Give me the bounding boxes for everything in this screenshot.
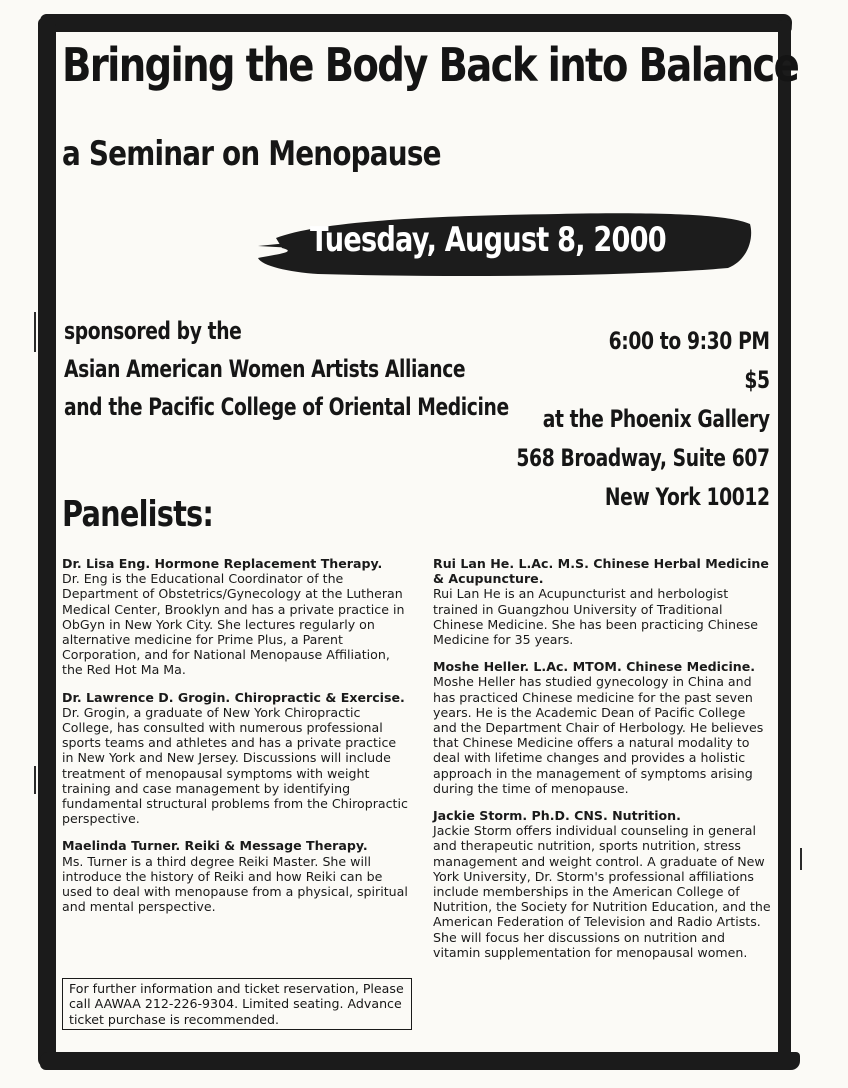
panelist-entry (62, 556, 408, 678)
event-address: 568 Broadway, Suite 607 (516, 444, 770, 472)
panelist-entry (433, 808, 773, 960)
panelist-bio: Dr. Grogin, a graduate of New York Chiropractic College, has consulted with numerous professional sports teams and athletes and has a private practice in New York and New Jersey. Discussions will include treatment of menopausal symptoms with weight training and case management by identifying fundamental structural problems from the Chiropractic perspective. (62, 704, 408, 827)
page-subtitle: a Seminar on Menopause (62, 134, 441, 174)
frame-scratch (34, 312, 36, 352)
panelist-heading: Rui Lan He. L.Ac. M.S. Chinese Herbal Medicine & Acupuncture. (433, 556, 769, 587)
panelist-bio: Moshe Heller has studied gynecology in China and has practiced Chinese medicine for the past seven years. He is the Academic Dean of Pacific College and the Department Chair of Herbology. He believes that Chinese Medicine offers a natural modality to deal with lifetime changes and provides a holistic approach in the management of symptoms arising during the time of menopause. (433, 674, 764, 796)
panelists-column-left (62, 556, 408, 926)
panelist-bio: Ms. Turner is a third degree Reiki Master. She will introduce the history of Reiki and how Reiki can be used to deal with menopause from a physical, spiritual and mental perspective. (62, 853, 408, 915)
ticket-info-box: For further information and ticket reservation, Please call AAWAA 212-226-9304. Limited seating. Advance ticket purchase is recommended. (62, 978, 412, 1030)
panelist-entry (62, 690, 408, 827)
panelist-heading: Maelinda Turner. Reiki & Message Therapy. (62, 838, 368, 854)
panelist-heading: Moshe Heller. L.Ac. MTOM. Chinese Medicine. (433, 659, 756, 675)
event-city: New York 10012 (605, 483, 770, 511)
frame-bottom-stroke (40, 1052, 800, 1070)
frame-scratch (34, 766, 36, 794)
panelist-entry (433, 556, 773, 647)
panelists-column-right (433, 556, 773, 972)
date-banner (258, 208, 754, 280)
panelist-heading: Jackie Storm. Ph.D. CNS. Nutrition. (433, 808, 681, 824)
frame-top-stroke (40, 14, 793, 32)
sponsor-line: Asian American Women Artists Alliance (64, 355, 466, 383)
sponsor-line: and the Pacific College of Oriental Medicine (64, 393, 509, 421)
panelist-heading: Dr. Lawrence D. Grogin. Chiropractic & Exercise. (62, 689, 405, 705)
panelist-bio: Jackie Storm offers individual counseling in general and therapeutic nutrition, sports nutrition, stress management and weight control. A graduate of New York University, Dr. Storm's professional affiliations include memberships in the American College of Nutrition, the Society for Nutrition Education, and the American Federation of Television and Radio Artists. She will focus her discussions on nutrition and vitamin supplementation for menopausal women. (433, 823, 771, 960)
event-info-block (517, 322, 770, 517)
frame-right-stroke (778, 20, 791, 1065)
panelist-entry (62, 838, 408, 914)
page-title: Bringing the Body Back into Balance (62, 38, 799, 92)
sponsor-block (64, 312, 509, 426)
frame-left-stroke (38, 18, 56, 1068)
panelist-heading: Dr. Lisa Eng. Hormone Replacement Therapy. (62, 556, 383, 571)
panelists-heading: Panelists: (62, 494, 214, 535)
sponsor-line: sponsored by the (64, 317, 242, 345)
panelist-entry (433, 659, 773, 796)
event-date: Tuesday, August 8, 2000 (310, 220, 666, 260)
event-time: 6:00 to 9:30 PM (609, 327, 770, 355)
event-price: $5 (744, 366, 770, 394)
event-venue: at the Phoenix Gallery (543, 405, 770, 433)
frame-scratch (800, 848, 802, 870)
panelist-bio: Rui Lan He is an Acupuncturist and herbologist trained in Guangzhou University of Traditional Chinese Medicine. She has been practicing Chinese Medicine for 35 years. (433, 586, 759, 648)
panelist-bio: Dr. Eng is the Educational Coordinator of the Department of Obstetrics/Gynecology at the Lutheran Medical Center, Brooklyn and has a private practice in ObGyn in New York City. She lectures regularly on alternative medicine for Prime Plus, a Parent Corporation, and for National Menopause Affiliation, the Red Hot Ma Ma. (62, 571, 405, 678)
